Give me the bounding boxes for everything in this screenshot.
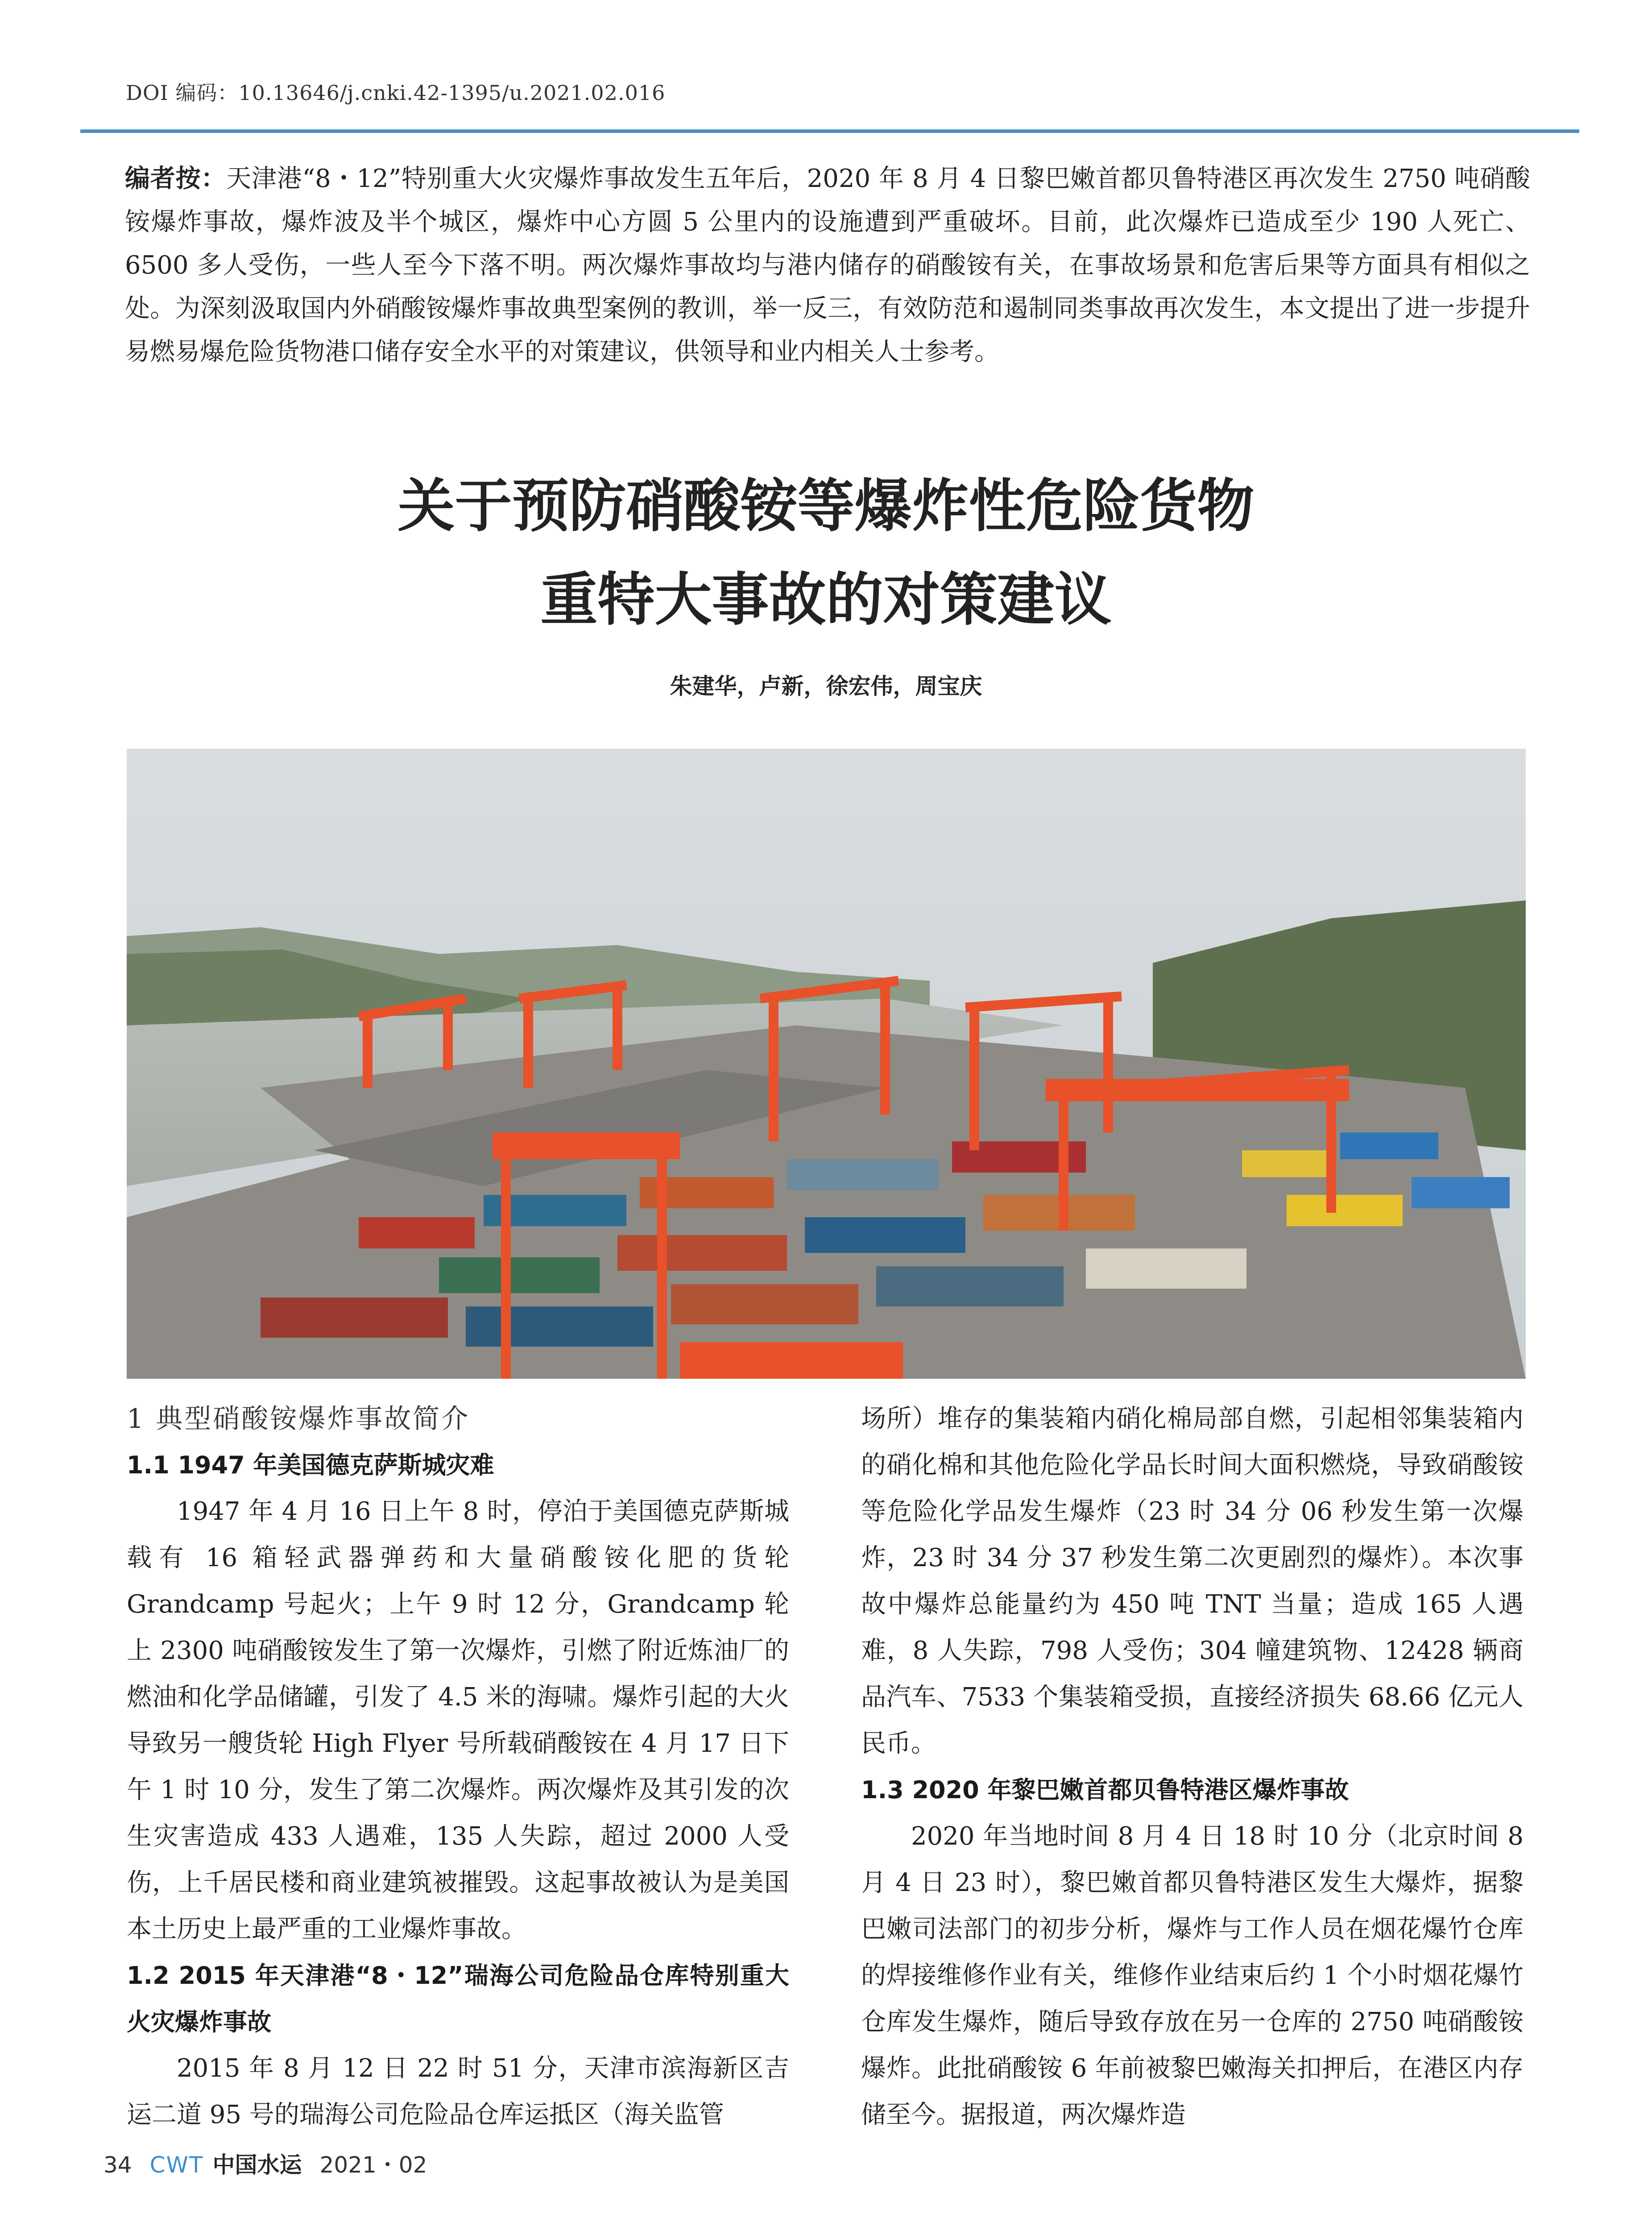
header-rule [80, 129, 1579, 133]
left-column [127, 1396, 789, 2138]
port-photo [127, 749, 1526, 1379]
authors: 朱建华，卢新，徐宏伟，周宝庆 [670, 673, 982, 699]
subsection-1-2-text-part-b: 场所）堆存的集装箱内硝化棉局部自燃，引起相邻集装箱内的硝化棉和其他危险化学品长时间大面积燃烧，导致硝酸铵等危险化学品发生爆炸（23 时 34 分 06 秒发生第一次爆炸，23 时 34 分 37 秒发生第二次更剧烈的爆炸）。本次事故中爆炸总能量约为 450 吨 TNT 当量；造成 165 人遇难，8 人失踪，798 人受伤；304 幢建筑物、12428 辆商品汽车、7533 个集装箱受损，直接经济损失 68.66 亿元人民币。 [861, 1404, 1524, 1758]
subsection-1-3-title: 1.3 2020 年黎巴嫩首都贝鲁特港区爆炸事故 [861, 1776, 1349, 1804]
brand-cn: 中国水运 [212, 2152, 302, 2178]
brand-latin: CWT [149, 2152, 204, 2178]
section-1-title: 1 典型硝酸铵爆炸事故简介 [127, 1403, 470, 1435]
title-line-1: 关于预防硝酸铵等爆炸性危险货物 [397, 473, 1255, 539]
right-column [861, 1396, 1524, 2138]
subsection-1-2-text-part-a: 2015 年 8 月 12 日 22 时 51 分，天津市滨海新区吉运二道 95 号的瑞海公司危险品仓库运抵区（海关监管 [127, 2054, 789, 2129]
editor-note-text: 天津港“8・12”特别重大火灾爆炸事故发生五年后，2020 年 8 月 4 日黎巴嫩首都贝鲁特港区再次发生 2750 吨硝酸铵爆炸事故，爆炸波及半个城区，爆炸中心方圆 5 公里内的设施遭到严重破坏。目前，此次爆炸已造成至少 190 人死亡、6500 多人受伤，一些人至今下落不明。两次爆炸事故均与港内储存的硝酸铵有关，在事故场景和危害后果等方面具有相似之处。为深刻汲取国内外硝酸铵爆炸事故典型案例的教训，举一反三，有效防范和遏制同类事故再次发生，本文提出了进一步提升易燃易爆危险货物港口储存安全水平的对策建议，供领导和业内相关人士参考。 [125, 164, 1530, 366]
issue: 2021・02 [319, 2152, 427, 2178]
editor-note [125, 157, 1530, 373]
doi-line: DOI 编码：10.13646/j.cnki.42-1395/u.2021.02.016 [126, 81, 666, 105]
subsection-1-1-text: 1947 年 4 月 16 日上午 8 时，停泊于美国德克萨斯城载有 16 箱轻武器弹药和大量硝酸铵化肥的货轮 Grandcamp 号起火；上午 9 时 12 分，Grandcamp 轮上 2300 吨硝酸铵发生了第一次爆炸，引燃了附近炼油厂的燃油和化学品储罐，引发了 4.5 米的海啸。爆炸引起的大火导致另一艘货轮 High Flyer 号所载硝酸铵在 4 月 17 日下午 1 时 10 分，发生了第二次爆炸。两次爆炸及其引发的次生灾害造成 433 人遇难，135 人失踪，超过 2000 人受伤，上千居民楼和商业建筑被摧毁。这起事故被认为是美国本土历史上最严重的工业爆炸事故。 [127, 1497, 789, 1944]
article-title [0, 460, 1652, 647]
subsection-1-2-title: 1.2 2015 年天津港“8・12”瑞海公司危险品仓库特别重大火灾爆炸事故 [127, 1961, 789, 2036]
page-number: 34 [104, 2152, 132, 2178]
page-footer [104, 2147, 427, 2179]
subsection-1-1-title: 1.1 1947 年美国德克萨斯城灾难 [127, 1451, 494, 1479]
title-line-2: 重特大事故的对策建议 [540, 567, 1112, 633]
subsection-1-3-text: 2020 年当地时间 8 月 4 日 18 时 10 分（北京时间 8 月 4 日 23 时），黎巴嫩首都贝鲁特港区发生大爆炸，据黎巴嫩司法部门的初步分析，爆炸与工作人员在烟花爆竹仓库的焊接维修作业有关，维修作业结束后约 1 个小时烟花爆竹仓库发生爆炸，随后导致存放在另一仓库的 2750 吨硝酸铵爆炸。此批硝酸铵 6 年前被黎巴嫩海关扣押后，在港区内存储至今。据报道，两次爆炸造 [861, 1822, 1524, 2129]
editor-note-lead: 编者按： [125, 164, 227, 193]
